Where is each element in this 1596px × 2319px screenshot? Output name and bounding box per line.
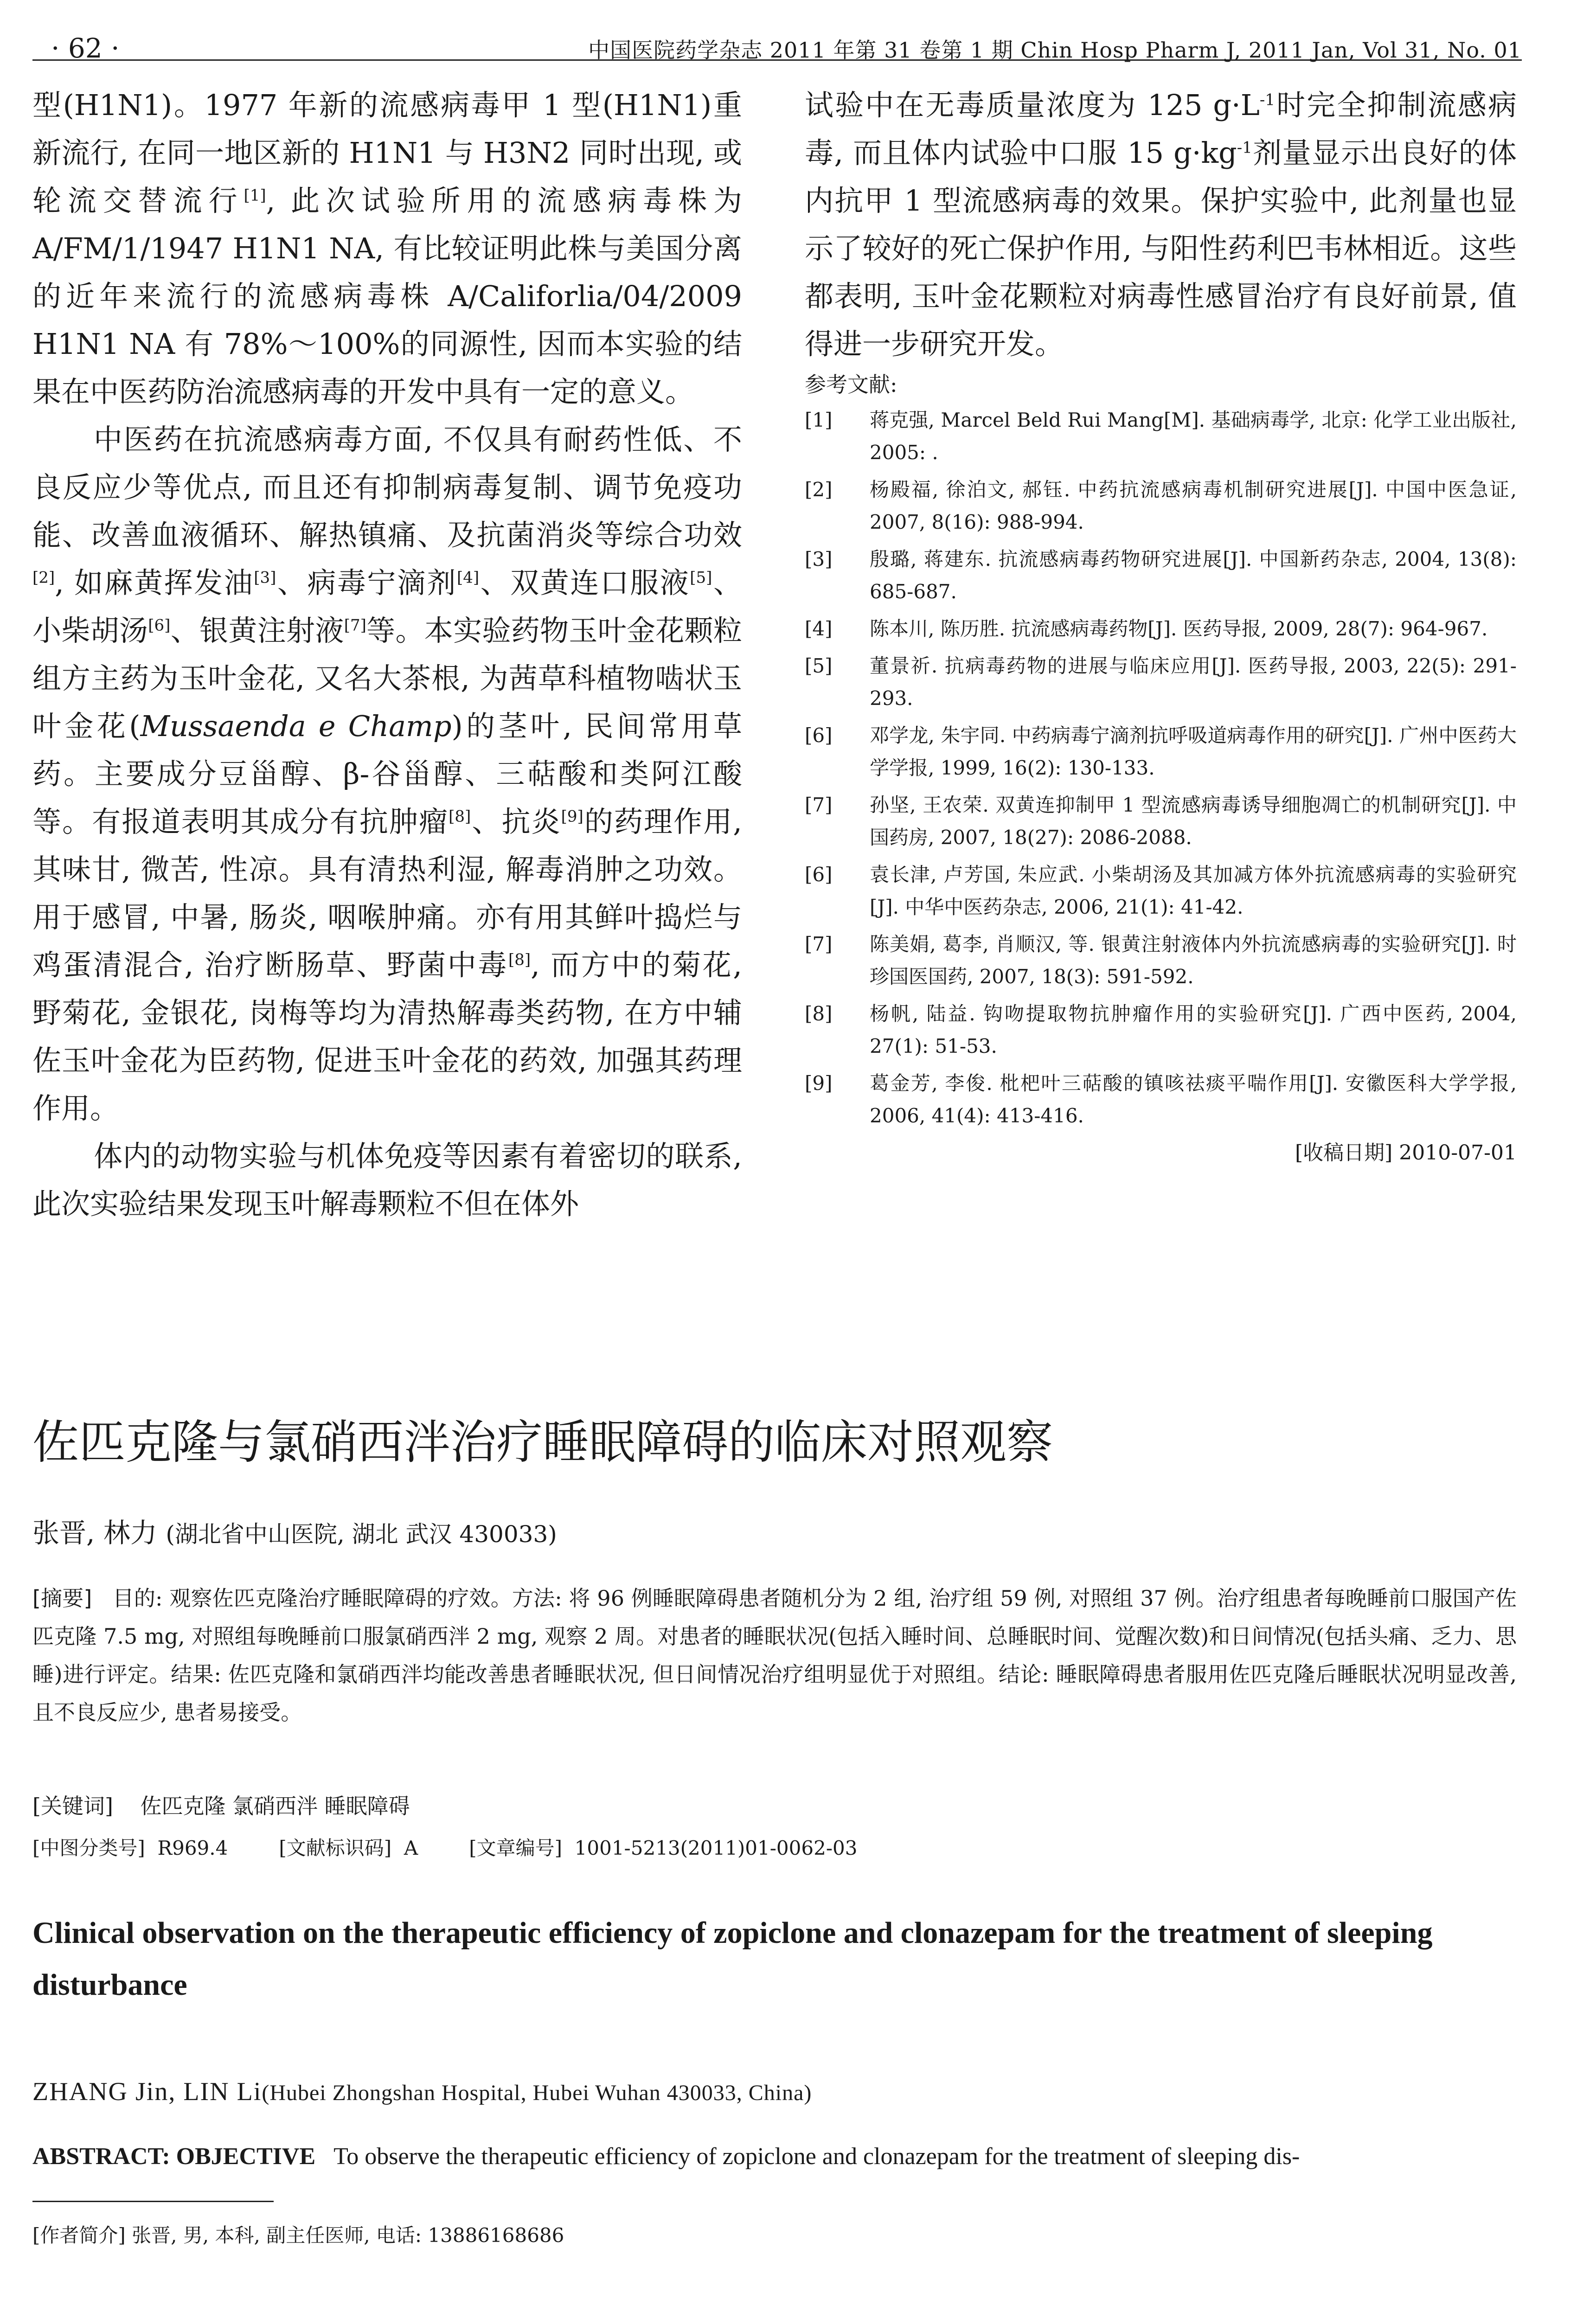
received-date: [收稿日期] 2010-07-01	[1295, 1141, 1517, 1165]
article-number: 1001-5213(2011)01-0062-03	[574, 1837, 858, 1859]
reference-item: [1] 蒋克强, Marcel Beld Rui Mang[M]. 基础病毒学, 北京: 化学工业出版社, 2005: .	[805, 409, 1517, 464]
author-names-cn: 张晋, 林力	[32, 1517, 157, 1549]
reference-item: [6] 袁长津, 卢芳国, 朱应武. 小柴胡汤及其加减方体外抗流感病毒的实验研究[J]. 中华中医药杂志, 2006, 21(1): 41-42.	[805, 863, 1517, 918]
class-number: R969.4	[157, 1837, 228, 1859]
article-title-cn: 佐匹克隆与氯硝西泮治疗睡眠障碍的临床对照观察	[32, 1415, 1053, 1469]
keywords-label: [关键词]	[32, 1794, 113, 1819]
keywords-cn	[32, 1789, 1517, 1823]
right-paragraph-1: 试验中在无毒质量浓度为 125 $g\cdot L^{-1}$时完全抑制流感病毒, 而且体内试验中口服 15 $g\cdot kg^{-1}$剂量显示出良好的体内抗甲 1 型流感病毒的效果。保护实验中, 此剂量也显示了较好的死亡保护作用, 与阳性药利巴韦林相近。这些都表明, 玉叶金花颗粒对病毒性感冒治疗有良好前景, 值得进一步研究开发。	[805, 88, 1517, 361]
header-rule	[32, 59, 1522, 61]
left-paragraph-3: 体内的动物实验与机体免疫等因素有着密切的联系, 此次实验结果发现玉叶解毒颗粒不但在体外	[32, 1139, 742, 1221]
left-paragraph-2: 中医药在抗流感病毒方面, 不仅具有耐药性低、不良反应少等优点, 而且还有抑制病毒复制、调节免疫功能、改善血液循环、解热镇痛、及抗菌消炎等综合功效[2], 如麻黄挥发油[3]、病毒宁滴剂[4]、双黄连口服液[5]、小柴胡汤[6]、银黄注射液[7]等。本实验药物玉叶金花颗粒组方主药为玉叶金花, 又名大茶根, 为茜草科植物啮状玉叶金花(Mussaenda e Champ)的茎叶, 民间常用草药。主要成分豆甾醇、β-谷甾醇、三萜酸和类阿江酸等。有报道表明其成分有抗肿瘤[8]、抗炎[9]的药理作用, 其味甘, 微苦, 性凉。具有清热利湿, 解毒消肿之功效。用于感冒, 中暑, 肠炎, 咽喉肿痛。亦有用其鲜叶捣烂与鸡蛋清混合, 治疗断肠草、野菌中毒[8], 而方中的菊花, 野菊花, 金银花, 岗梅等均为清热解毒类药物, 在方中辅佐玉叶金花为臣药物, 促进玉叶金花的药效, 加强其药理作用。	[32, 423, 743, 1125]
abstract-en	[32, 2138, 1517, 2175]
affiliation-cn: (湖北省中山医院, 湖北 武汉 430033)	[166, 1521, 557, 1548]
reference-item: [8] 杨帆, 陆益. 钩吻提取物抗肿瘤作用的实验研究[J]. 广西中医药, 2004, 27(1): 51-53.	[805, 1002, 1517, 1057]
keywords-text: 佐匹克隆 氯硝西泮 睡眠障碍	[140, 1794, 410, 1819]
reference-item: [4] 陈本川, 陈历胜. 抗流感病毒药物[J]. 医药导报, 2009, 28(7): 964-967.	[805, 617, 1488, 640]
abstract-text: 目的: 观察佐匹克隆治疗睡眠障碍的疗效。方法: 将 96 例睡眠障碍患者随机分为 2 组, 治疗组 59 例, 对照组 37 例。治疗组患者每晚睡前口服国产佐匹克隆 7.5 mg, 对照组每晚睡前口服氯硝西泮 2 mg, 观察 2 周。对患者的睡眠状况(包括入睡时间、总睡眠时间、觉醒次数)和日间情况(包括头痛、乏力、思睡)进行评定。结果: 佐匹克隆和氯硝西泮均能改善患者睡眠状况, 但日间情况治疗组明显优于对照组。结论: 睡眠障碍患者服用佐匹克隆后睡眠状况明显改善, 且不良反应少, 患者易接受。	[32, 1586, 1517, 1725]
affiliation-en: (Hubei Zhongshan Hospital, Hubei Wuhan 430033, China)	[262, 2081, 812, 2105]
right-column	[805, 81, 1517, 1169]
page-number: · 62 ·	[51, 32, 120, 64]
reference-list	[805, 404, 1517, 1132]
abstract-cn	[32, 1579, 1517, 1731]
reference-item: [2] 杨殿福, 徐泊文, 郝钰. 中药抗流感病毒机制研究进展[J]. 中国中医急证, 2007, 8(16): 988-994.	[805, 478, 1517, 533]
abstract-en-label: ABSTRACT: OBJECTIVE	[32, 2143, 316, 2170]
article-title-en: Clinical observation on the therapeutic efficiency of zopiclone and clonazepam for the treatment of sleeping disturbance	[32, 1916, 1433, 2002]
reference-item: [7] 孙坚, 王农荣. 双黄连抑制甲 1 型流感病毒诱导细胞凋亡的机制研究[J]. 中国药房, 2007, 18(27): 2086-2088.	[805, 794, 1517, 849]
left-paragraph-1: 型(H1N1)。1977 年新的流感病毒甲 1 型(H1N1)重新流行, 在同一地区新的 H1N1 与 H3N2 同时出现, 或轮流交替流行[1], 此次试验所用的流感病毒株为 A/FM/1/1947 H1N1 NA, 有比较证明此株与美国分离的近年来流行的流感病毒株 A/Califorlia/04/2009 H1N1 NA 有 78%～100%的同源性, 因而本实验的结果在中医药防治流感病毒的开发中具有一定的意义。	[32, 88, 742, 409]
reference-item: [3] 殷璐, 蒋建东. 抗流感病毒药物研究进展[J]. 中国新药杂志, 2004, 13(8): 685-687.	[805, 548, 1517, 603]
references-heading: 参考文献:	[805, 372, 897, 397]
reference-item: [6] 邓学龙, 朱宇同. 中药病毒宁滴剂抗呼吸道病毒作用的研究[J]. 广州中医药大学学报, 1999, 16(2): 130-133.	[805, 724, 1517, 779]
authors-en	[32, 2073, 812, 2112]
author-names-en: ZHANG Jin, LIN Li	[32, 2077, 262, 2106]
doc-code: A	[404, 1837, 418, 1859]
abstract-label: [摘要]	[32, 1586, 92, 1611]
latin-name: Mussaenda e Champ	[140, 709, 452, 743]
left-column	[32, 81, 742, 1228]
reference-item: [9] 葛金芳, 李俊. 枇杷叶三萜酸的镇咳祛痰平喘作用[J]. 安徽医科大学学报, 2006, 41(4): 413-416.	[805, 1072, 1517, 1127]
classification-line: [中图分类号] R969.4 [文献标识码] A [文章编号] 1001-5213(2011)01-0062-03	[32, 1837, 858, 1859]
author-footnote: [作者简介] 张晋, 男, 本科, 副主任医师, 电话: 13886168686	[32, 2224, 564, 2247]
authors-cn	[32, 1514, 557, 1553]
footnote-rule	[32, 2201, 274, 2202]
reference-item: [7] 陈美娟, 葛李, 肖顺汉, 等. 银黄注射液体内外抗流感病毒的实验研究[J]. 时珍国医国药, 2007, 18(3): 591-592.	[805, 933, 1517, 988]
reference-item: [5] 董景祈. 抗病毒药物的进展与临床应用[J]. 医药导报, 2003, 22(5): 291-293.	[805, 654, 1517, 710]
journal-citation: 中国医院药学杂志 2011 年第 31 卷第 1 期 Chin Hosp Pharm J, 2011 Jan, Vol 31, No. 01	[588, 38, 1522, 63]
abstract-en-text: To observe the therapeutic efficiency of zopiclone and clonazepam for the treatment of sleeping dis-	[333, 2143, 1300, 2170]
